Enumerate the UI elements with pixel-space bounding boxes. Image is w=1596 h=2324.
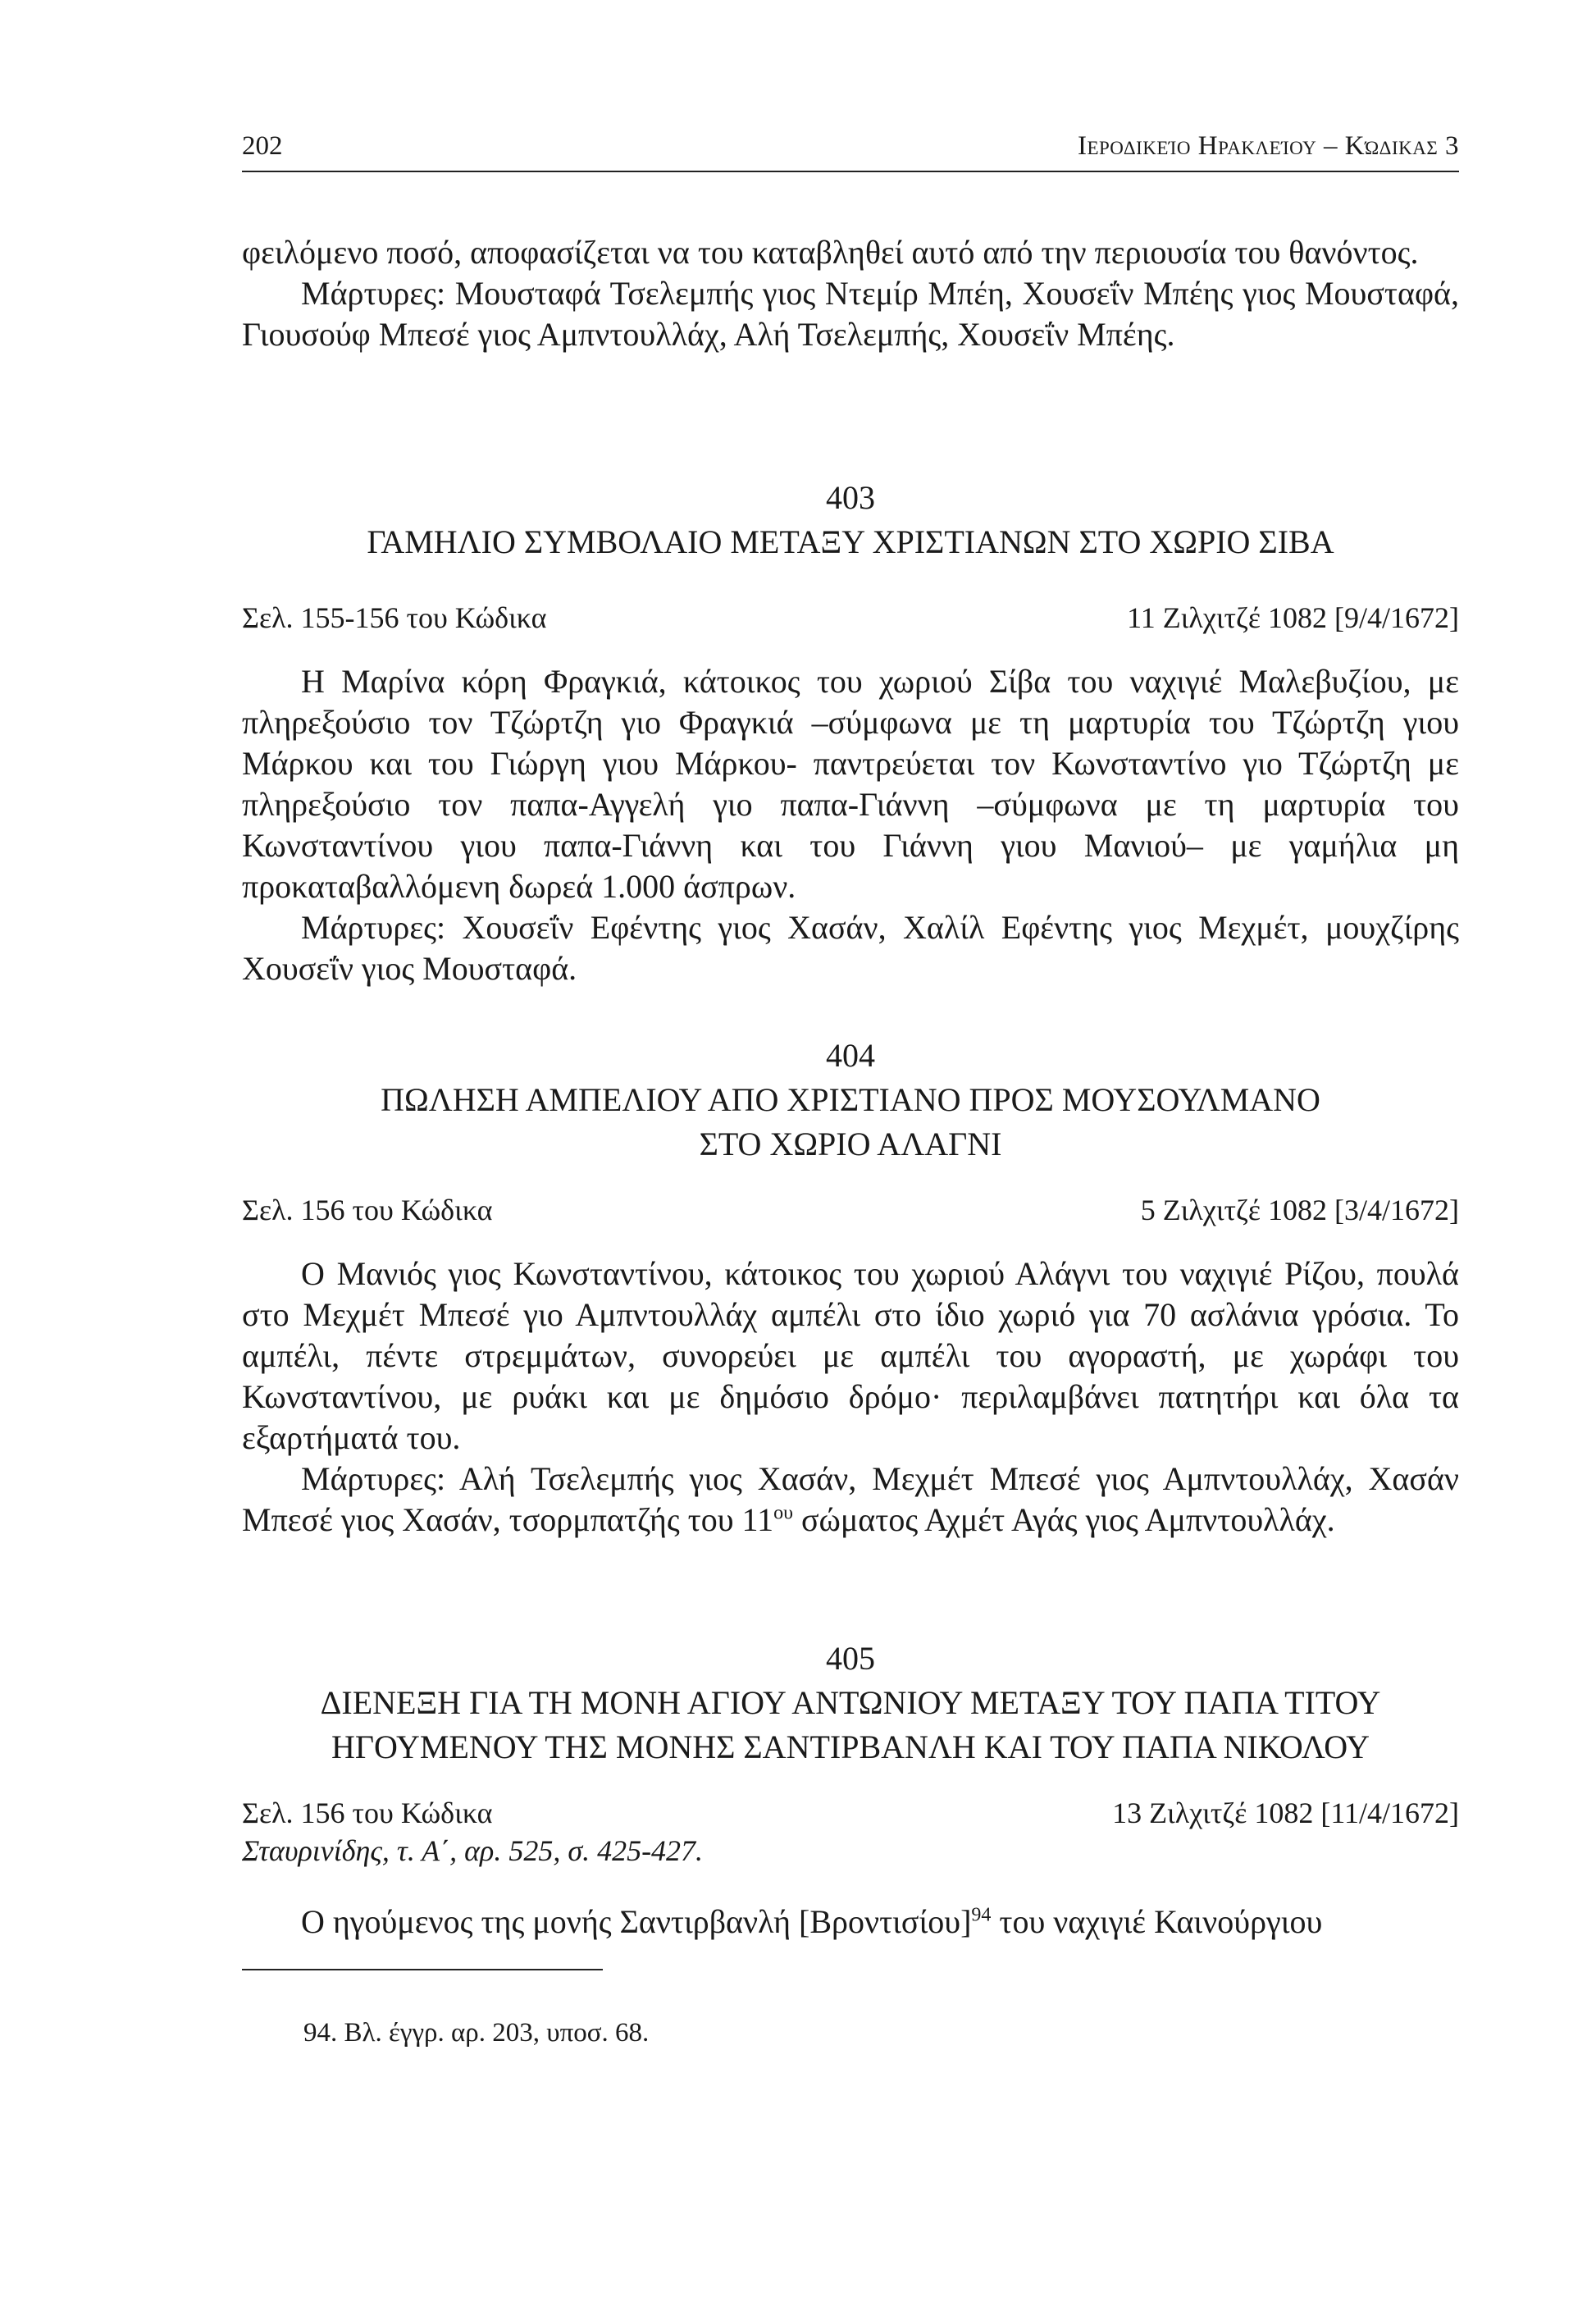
running-header bbox=[242, 131, 1459, 162]
ordinal-superscript: ου bbox=[773, 1502, 793, 1524]
entry-404-heading bbox=[242, 1034, 1459, 1167]
continuation-witnesses: Μάρτυρες: Μουσταφά Τσελεμπής γιος Ντεμίρ Μπέη, Χουσεΐν Μπέης γιος Μουσταφά, Γιουσούφ Μπεσέ γιος Αμπντουλλάχ, Αλή Τσελεμπής, Χουσεΐν Μπέης. bbox=[242, 275, 1459, 353]
header-rule bbox=[242, 171, 1459, 172]
entry-paragraph: Ο Μανιός γιος Κωνσταντίνου, κάτοικος του χωριού Αλάγνι του ναχιγιέ Ρίζου, πουλά στο Μεχμέτ Μπεσέ γιο Αμπντουλλάχ αμπέλι στο ίδιο χωριό για 70 ασλάνια γρόσια. Το αμπέλι, πέντε στρεμμάτων, συνορεύει με αμπέλι του αγοραστή, με χωράφι του Κωνσταντίνου, με ρυάκι και με δημόσιο δρόμο· περιλαμβάνει πατητήρι και όλα τα εξαρτήματά του. bbox=[242, 1255, 1459, 1456]
entry-witnesses: Μάρτυρες: Χουσεΐν Εφέντης γιος Χασάν, Χαλίλ Εφέντης γιος Μεχμέτ, μουχζίρης Χουσεΐν γιος Μουσταφά. bbox=[242, 909, 1459, 987]
entry-date: 5 Ζιλχιτζέ 1082 [3/4/1672] bbox=[1140, 1194, 1459, 1226]
footnote-rule bbox=[242, 1969, 603, 1970]
entry-number: 403 bbox=[826, 479, 875, 516]
entry-title: ΠΩΛΗΣΗ ΑΜΠΕΛΙΟΥ ΑΠΟ ΧΡΙΣΤΙΑΝΟ ΠΡΟΣ ΜΟΥΣΟΥΛΜΑΝΟ bbox=[381, 1081, 1320, 1118]
page-reference: Σελ. 156 του Κώδικα bbox=[242, 1194, 493, 1226]
page-number: 202 bbox=[242, 131, 283, 161]
entry-403-body bbox=[242, 661, 1459, 989]
entry-title-line-2: ΗΓΟΥΜΕΝΟΥ ΤΗΣ ΜΟΝΗΣ ΣΑΝΤΙΡΒΑΝΛΗ ΚΑΙ ΤΟΥ ΠΑΠΑ ΝΙΚΟΛΟΥ bbox=[331, 1728, 1370, 1765]
entry-405-body bbox=[242, 1902, 1459, 1943]
footnote-marker: 94 bbox=[971, 1904, 992, 1926]
entry-title: ΔΙΕΝΕΞΗ ΓΙΑ ΤΗ ΜΟΝΗ ΑΓΙΟΥ ΑΝΤΩΝΙΟΥ ΜΕΤΑΞΥ ΤΟΥ ΠΑΠΑ ΤΙΤΟΥ bbox=[320, 1684, 1381, 1721]
entry-number: 404 bbox=[826, 1037, 875, 1074]
entry-date: 11 Ζιλχιτζέ 1082 [9/4/1672] bbox=[1127, 601, 1459, 634]
entry-number: 405 bbox=[826, 1640, 875, 1677]
entry-405-heading bbox=[242, 1637, 1459, 1769]
continuation-paragraph: φειλόμενο ποσό, αποφασίζεται να του καταβληθεί αυτό από την περιουσία του θανόντος. bbox=[242, 234, 1419, 271]
entry-title-line-2: ΣΤΟ ΧΩΡΙΟ ΑΛΑΓΝΙ bbox=[699, 1125, 1002, 1162]
entry-403-heading bbox=[242, 476, 1459, 564]
footnote: 94. Βλ. έγγρ. αρ. 203, υποσ. 68. bbox=[303, 2018, 650, 2048]
running-title: Ιεροδικείο Ηρακλείου – Κώδικας 3 bbox=[1077, 131, 1459, 161]
entry-403-meta bbox=[242, 599, 1459, 637]
entry-title: ΓΑΜΗΛΙΟ ΣΥΜΒΟΛΑΙΟ ΜΕΤΑΞΥ ΧΡΙΣΤΙΑΝΩΝ ΣΤΟ ΧΩΡΙΟ ΣΙΒΑ bbox=[367, 523, 1334, 560]
page-reference: Σελ. 155-156 του Κώδικα bbox=[242, 601, 547, 634]
entry-405-meta bbox=[242, 1794, 1459, 1832]
entry-404-body bbox=[242, 1253, 1459, 1541]
entry-witnesses: Μάρτυρες: Αλή Τσελεμπής γιος Χασάν, Μεχμέτ Μπεσέ γιος Αμπντουλλάχ, Χασάν Μπεσέ γιος Χασάν, τσορμπατζής του $11^{o\upsilon}$ σώματος Αχμέτ Αγάς γιος Αμπντουλλάχ. bbox=[242, 1460, 1459, 1538]
entry-date: 13 Ζιλχιτζέ 1082 [11/4/1672] bbox=[1112, 1797, 1459, 1829]
continuation-block bbox=[242, 232, 1459, 355]
bibliographic-reference: Σταυρινίδης, τ. Α΄, αρ. 525, σ. 425-427. bbox=[242, 1834, 704, 1867]
page-reference: Σελ. 156 του Κώδικα bbox=[242, 1797, 493, 1829]
entry-404-meta bbox=[242, 1191, 1459, 1229]
entry-paragraph: Ο ηγούμενος της μονής Σαντιρβανλή $[B\rho o\nu\tau\iota\sigma ίo\upsilon]^{94}$ του ναχιγιέ Καινούργιου bbox=[301, 1903, 1323, 1940]
entry-paragraph: Η Μαρίνα κόρη Φραγκιά, κάτοικος του χωριού Σίβα του ναχιγιέ Μαλεβυζίου, με πληρεξούσιο τον Τζώρτζη γιο Φραγκιά –σύμφωνα με τη μαρτυρία του Τζώρτζη γιου Μάρκου και του Γιώργη γιου Μάρκου- παντρεύεται τον Κωνσταντίνο γιο Τζώρτζη με πληρεξούσιο τον παπα-Αγγελή γιο παπα-Γιάννη –σύμφωνα με τη μαρτυρία του Κωνσταντίνου γιου παπα-Γιάννη και του Γιάννη γιου Μανιού– με γαμήλια μη προκαταβαλλόμενη δωρεά 1.000 άσπρων. bbox=[242, 663, 1459, 905]
